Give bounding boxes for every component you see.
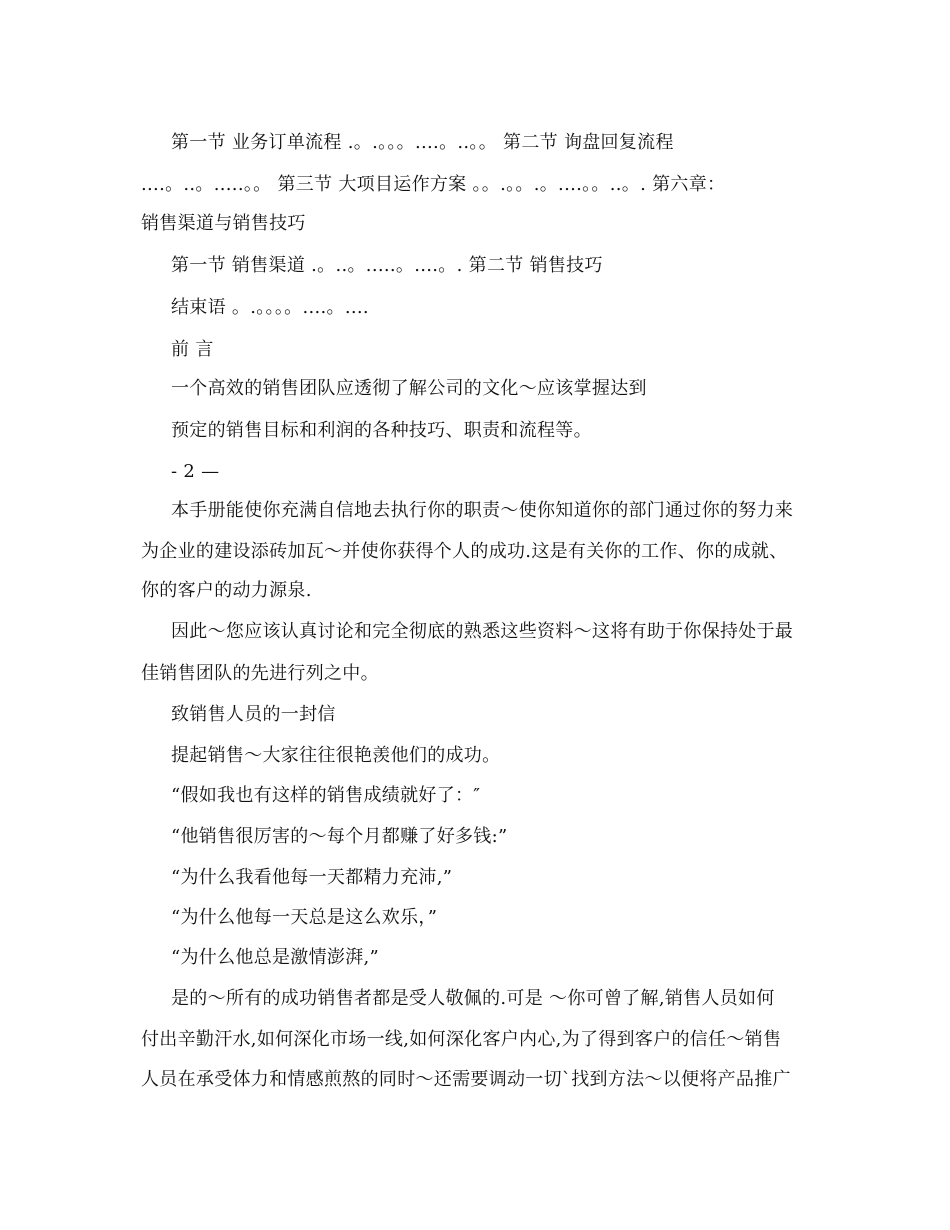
quote-line: “为什么我看他每一天都精力充沛,” [171,867,453,888]
quote-line: “假如我也有这样的销售成绩就好了：″ [171,785,481,806]
paragraph-line: 你的客户的动力源泉. [141,580,312,601]
page-number: - 2 — [171,461,220,482]
paragraph-line: 佳销售团队的先进行列之中。 [141,663,379,684]
section-heading-letter: 致销售人员的一封信 [171,704,336,725]
paragraph-line: 预定的销售目标和利润的各种技巧、职责和流程等。 [171,420,592,441]
paragraph-line: 本手册能使你充满自信地去执行你的职责～使你知道你的部门通过你的努力来 [171,500,794,521]
paragraph-line: 为企业的建设添砖加瓦～并使你获得个人的成功.这是有关你的工作、你的成就、 [141,541,788,562]
toc-line-5: 结束语 。.。。。。....。.... [171,297,369,318]
paragraph-line: 因此～您应该认真讨论和完全彻底的熟悉这些资料～这将有助于你保持处于最 [171,621,794,642]
toc-line-1: 第一节 业务订单流程 .。.。。。....。..。。 第二节 询盘回复流程 [171,132,674,153]
paragraph-line: 是的～所有的成功销售者都是受人敬佩的.可是 ～你可曾了解,销售人员如何 [171,988,775,1009]
toc-line-4: 第一节 销售渠道 .。..。.....。....。. 第二节 销售技巧 [171,255,603,276]
toc-line-3: 销售渠道与销售技巧 [141,213,306,234]
quote-line: “他销售很厉害的～每个月都赚了好多钱:” [171,826,508,847]
section-heading-preface: 前 言 [171,339,214,360]
paragraph-line: 提起销售～大家往往很艳羡他们的成功。 [171,745,501,766]
quote-line: “为什么他每一天总是这么欢乐，” [171,907,438,928]
toc-line-2: ....。..。.....。。 第三节 大项目运作方案 。。.。。.。....。。..。. 第六章： [141,174,726,195]
quote-line: “为什么他总是激情澎湃,” [171,947,380,968]
paragraph-line: 付出辛勤汗水,如何深化市场一线,如何深化客户内心,为了得到客户的信任～销售 [141,1029,782,1050]
paragraph-line: 一个高效的销售团队应透彻了解公司的文化～应该掌握达到 [171,378,647,399]
paragraph-line: 人员在承受体力和情感煎熬的同时～还需要调动一切`找到方法～以便将产品推广 [141,1069,791,1090]
